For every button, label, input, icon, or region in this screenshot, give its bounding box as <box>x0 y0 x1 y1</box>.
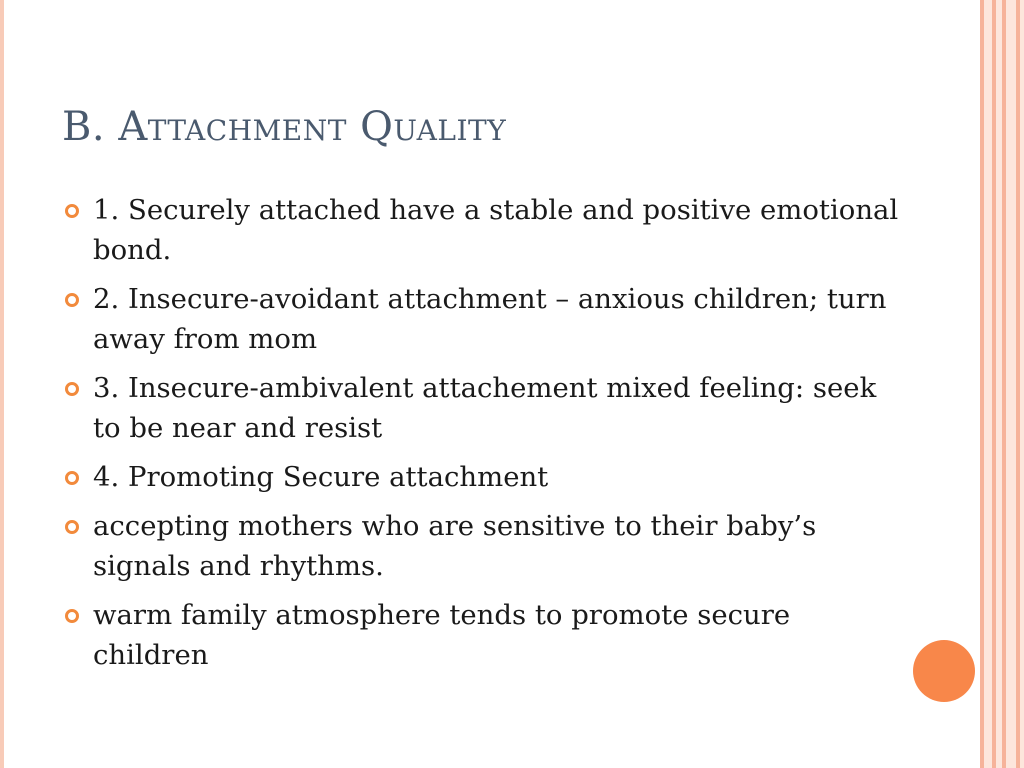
bullet-ring-icon <box>65 471 79 485</box>
bullet-item <box>62 457 902 497</box>
right-stripe-decoration <box>984 0 992 768</box>
bullet-text: accepting mothers who are sensitive to their baby’s signals and rhythms. <box>93 510 817 582</box>
bullet-text: 4. Promoting Secure attachment <box>93 461 549 493</box>
bullet-ring-icon <box>65 520 79 534</box>
bullet-item <box>62 368 902 448</box>
bullet-text: warm family atmosphere tends to promote secure children <box>93 599 791 671</box>
decorative-circle <box>913 640 975 702</box>
right-stripe-decoration <box>1006 0 1016 768</box>
right-stripe-decoration <box>1020 0 1024 768</box>
bullet-ring-icon <box>65 382 79 396</box>
bullet-list <box>62 190 902 684</box>
bullet-item <box>62 190 902 270</box>
bullet-item <box>62 506 902 586</box>
bullet-ring-icon <box>65 609 79 623</box>
bullet-text: 1. Securely attached have a stable and positive emotional bond. <box>93 194 899 266</box>
bullet-ring-icon <box>65 293 79 307</box>
bullet-text: 2. Insecure-avoidant attachment – anxious children; turn away from mom <box>93 283 887 355</box>
bullet-item <box>62 595 902 675</box>
bullet-text: 3. Insecure-ambivalent attachement mixed feeling: seek to be near and resist <box>93 372 877 444</box>
bullet-ring-icon <box>65 204 79 218</box>
bullet-item <box>62 279 902 359</box>
left-border-decoration <box>0 0 4 768</box>
slide-title: B. Attachment Quality <box>62 104 507 150</box>
